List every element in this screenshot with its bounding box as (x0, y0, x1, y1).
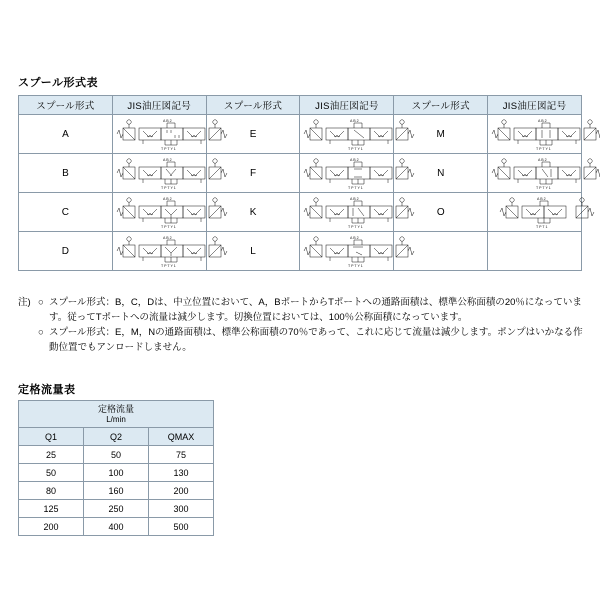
symbol-port-labels-bottom: T P T 1 (536, 225, 548, 229)
symbol-cell-f (300, 154, 394, 193)
table-row (19, 518, 214, 536)
header-jis-symbol-3: JIS油圧図記号 (488, 96, 582, 115)
flow-header-q2: Q2 (84, 428, 149, 446)
spool-code-e: E (206, 115, 300, 154)
symbol-cell-o (488, 193, 582, 232)
symbol-cell-a (112, 115, 206, 154)
symbol-port-labels-top: A B 2 (162, 158, 172, 162)
note-item-1 (18, 296, 584, 325)
header-spool-type-1: スプール形式 (19, 96, 113, 115)
flow-group-header (19, 401, 214, 428)
symbol-cell-d (112, 232, 206, 271)
table-row (19, 232, 582, 271)
symbol-cell-b (112, 154, 206, 193)
symbol-cell-e (300, 115, 394, 154)
flow-cell-qmax: 500 (149, 518, 214, 536)
header-jis-symbol-1: JIS油圧図記号 (112, 96, 206, 115)
symbol-port-labels-bottom: T P T Y 1 (536, 147, 551, 151)
flow-cell-qmax: 75 (149, 446, 214, 464)
spool-code-k: K (206, 193, 300, 232)
symbol-cell-n (488, 154, 582, 193)
flow-cell-q1: 80 (19, 482, 84, 500)
spool-code-d: D (19, 232, 113, 271)
hydraulic-symbol-icon (113, 195, 231, 229)
table-header-row-group (19, 401, 214, 428)
flow-cell-q1: 50 (19, 464, 84, 482)
table-header-row (19, 96, 582, 115)
hydraulic-symbol-icon (300, 195, 418, 229)
flow-cell-q2: 160 (84, 482, 149, 500)
table-header-row-cols (19, 428, 214, 446)
flow-header-qmax: QMAX (149, 428, 214, 446)
hydraulic-symbol-icon (113, 156, 231, 190)
note-text-2: スプール形式：E，M，Nの通路面積は、標準公称面積の70％であって、これに応じて流量は減少します。ポンプはいかなる作動位置でもアンロードしません。 (49, 327, 583, 354)
hydraulic-symbol-icon (488, 156, 600, 190)
symbol-port-labels-top: A B 2 (162, 236, 172, 240)
spool-code-n: N (394, 154, 488, 193)
symbol-port-labels-top: A B 2 (162, 119, 172, 123)
hydraulic-symbol-icon (300, 234, 418, 268)
note-text-1: スプール形式：B，C，Dは、中立位置において、A，BポートからTポートへの通路面積は、標準公称面積の20％になっています。従ってTポートへの流量は減少します。切換位置においては、100％公称面積になっています。 (49, 297, 582, 323)
table-row (19, 482, 214, 500)
symbol-port-labels-bottom: T P T Y 1 (348, 186, 364, 190)
hydraulic-symbol-icon (113, 117, 231, 151)
header-spool-type-2: スプール形式 (206, 96, 300, 115)
spool-code-o: O (394, 193, 488, 232)
flow-cell-q2: 250 (84, 500, 149, 518)
symbol-cell-empty (488, 232, 582, 271)
symbol-port-labels-bottom: T P T Y 1 (160, 147, 176, 151)
symbol-cell-m (488, 115, 582, 154)
rated-flow-table (18, 400, 214, 536)
symbol-port-labels-bottom: T P T Y 1 (348, 147, 364, 151)
symbol-port-labels-top: A B 2 (350, 197, 360, 201)
spool-code-a: A (19, 115, 113, 154)
note-bullet-icon: ○ (38, 327, 44, 339)
symbol-port-labels-bottom: T P T Y 1 (160, 186, 176, 190)
symbol-port-labels-bottom: T P T Y 1 (348, 264, 364, 268)
spool-code-f: F (206, 154, 300, 193)
symbol-port-labels-top: A B 2 (538, 119, 547, 123)
hydraulic-symbol-icon (488, 117, 600, 151)
spool-code-b: B (19, 154, 113, 193)
hydraulic-symbol-icon (300, 117, 418, 151)
spool-code-m: M (394, 115, 488, 154)
flow-cell-q2: 100 (84, 464, 149, 482)
flow-cell-q2: 400 (84, 518, 149, 536)
header-jis-symbol-2: JIS油圧図記号 (300, 96, 394, 115)
table-row (19, 464, 214, 482)
flow-header-q1: Q1 (19, 428, 84, 446)
flow-cell-q1: 125 (19, 500, 84, 518)
symbol-port-labels-bottom: T P T Y 1 (160, 264, 176, 268)
table-row (19, 115, 582, 154)
spool-code-c: C (19, 193, 113, 232)
spool-code-l: L (206, 232, 300, 271)
flow-table-title: 定格流量表 (18, 384, 76, 396)
flow-cell-qmax: 200 (149, 482, 214, 500)
flow-cell-q1: 25 (19, 446, 84, 464)
table-row (19, 446, 214, 464)
hydraulic-symbol-icon (113, 234, 231, 268)
flow-cell-qmax: 300 (149, 500, 214, 518)
flow-cell-qmax: 130 (149, 464, 214, 482)
flow-unit-label: L/min (106, 415, 126, 424)
flow-group-label: 定格流量 (97, 403, 134, 414)
symbol-cell-l (300, 232, 394, 271)
table-row (19, 154, 582, 193)
symbol-port-labels-top: A B 2 (162, 197, 172, 201)
table-row (19, 500, 214, 518)
symbol-port-labels-top: A B 2 (538, 158, 547, 162)
symbol-cell-k (300, 193, 394, 232)
symbol-cell-c (112, 193, 206, 232)
hydraulic-symbol-icon (488, 195, 600, 229)
note-bullet-icon: ○ (38, 297, 44, 308)
symbol-port-labels-top: A B 2 (350, 119, 360, 123)
symbol-port-labels-bottom: T P T Y 1 (160, 225, 176, 229)
flow-cell-q2: 50 (84, 446, 149, 464)
symbol-port-labels-top: A B 2 (537, 197, 546, 201)
table-row (19, 193, 582, 232)
spool-table-title: スプール形式表 (18, 77, 98, 89)
symbol-port-labels-bottom: T P T Y 1 (348, 225, 364, 229)
symbol-port-labels-bottom: T P T Y 1 (536, 186, 551, 190)
notes-lead: 注) (18, 297, 31, 308)
symbol-port-labels-top: A B 2 (350, 158, 360, 162)
hydraulic-symbol-icon (300, 156, 418, 190)
notes-block (18, 296, 584, 356)
symbol-port-labels-top: A B 2 (350, 236, 360, 240)
note-item-2 (18, 326, 584, 355)
header-spool-type-3: スプール形式 (394, 96, 488, 115)
spool-type-table (18, 95, 582, 271)
notes-lead-spacer (18, 326, 38, 355)
flow-cell-q1: 200 (19, 518, 84, 536)
